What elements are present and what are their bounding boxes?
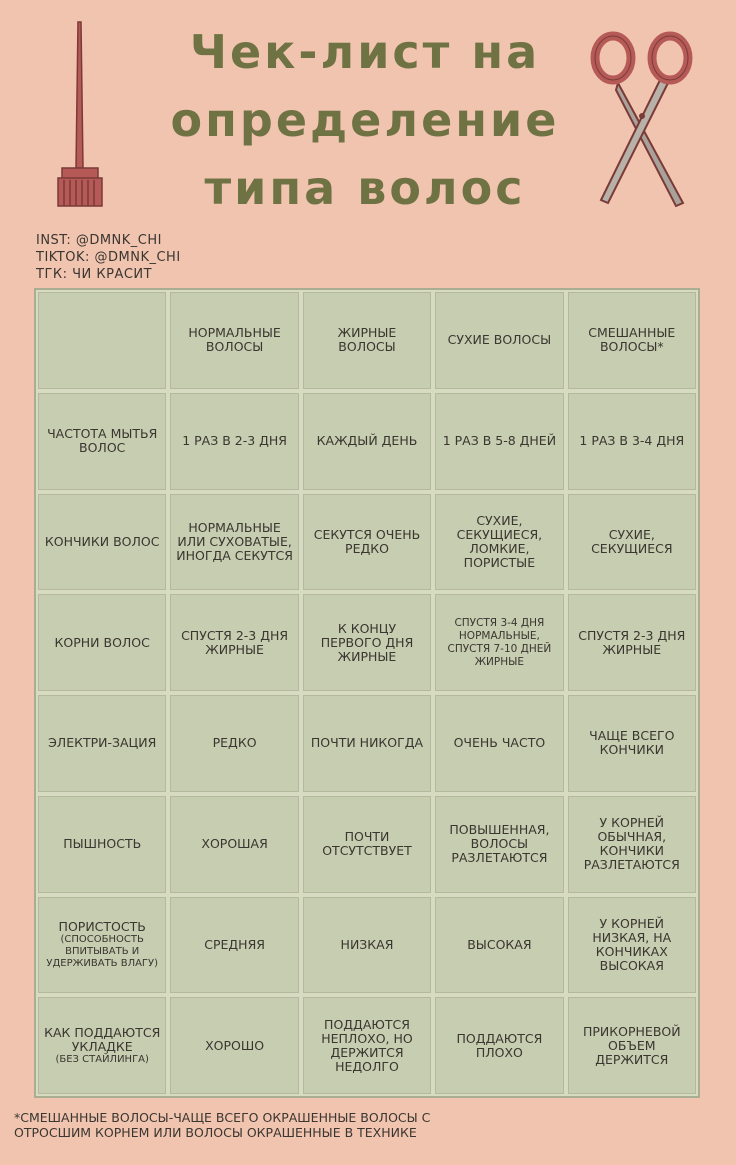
table-cell: НИЗКАЯ — [303, 897, 431, 994]
table-cell: ВЫСОКАЯ — [435, 897, 563, 994]
row-label-hair-roots: КОРНИ ВОЛОС — [38, 594, 166, 691]
header-cell-dry: СУХИЕ ВОЛОСЫ — [435, 292, 563, 389]
scissors-icon — [588, 28, 698, 208]
instagram-handle: INST: @DMNK_CHI — [36, 233, 162, 248]
header-cell-mixed: СМЕШАННЫЕ ВОЛОСЫ* — [568, 292, 696, 389]
row-label-volume: ПЫШНОСТЬ — [38, 796, 166, 893]
footnote: *СМЕШАННЫЕ ВОЛОСЫ-ЧАЩЕ ВСЕГО ОКРАШЕННЫЕ ВОЛОСЫ С ОТРОСШИМ КОРНЕМ ИЛИ ВОЛОСЫ ОКРАШЕННЫЕ В ТЕХНИКЕ — [14, 1110, 431, 1140]
row-label-text: ПОРИСТОСТЬ — [58, 918, 146, 934]
table-cell: К КОНЦУ ПЕРВОГО ДНЯ ЖИРНЫЕ — [303, 594, 431, 691]
table-cell: ПРИКОРНЕВОЙ ОБЪЕМ ДЕРЖИТСЯ — [568, 997, 696, 1094]
table-cell: СЕКУТСЯ ОЧЕНЬ РЕДКО — [303, 494, 431, 591]
row-label-subtext: (СПОСОБНОСТЬ ВПИТЫВАТЬ И УДЕРЖИВАТЬ ВЛАГУ) — [46, 933, 159, 969]
row-label-electrification: ЭЛЕКТРИ-ЗАЦИЯ — [38, 695, 166, 792]
header-cell-normal: НОРМАЛЬНЫЕ ВОЛОСЫ — [170, 292, 298, 389]
table-cell: ЧАЩЕ ВСЕГО КОНЧИКИ — [568, 695, 696, 792]
table-cell: ПОЧТИ ОТСУТСТВУЕТ — [303, 796, 431, 893]
tiktok-handle: TIKTOK: @DMNK_CHI — [36, 250, 181, 265]
title-line-2: определение — [170, 93, 560, 147]
telegram-channel: ТГК: ЧИ КРАСИТ — [36, 267, 153, 282]
table-cell: ПОВЫШЕННАЯ, ВОЛОСЫ РАЗЛЕТАЮТСЯ — [435, 796, 563, 893]
table-cell: РЕДКО — [170, 695, 298, 792]
table-cell: 1 РАЗ В 3-4 ДНЯ — [568, 393, 696, 490]
row-label-wash-frequency: ЧАСТОТА МЫТЬЯ ВОЛОС — [38, 393, 166, 490]
hair-dye-brush-icon — [50, 18, 110, 218]
table-cell: У КОРНЕЙ ОБЫЧНАЯ, КОНЧИКИ РАЗЛЕТАЮТСЯ — [568, 796, 696, 893]
page-title — [140, 18, 590, 222]
table-cell: ПОДДАЮТСЯ ПЛОХО — [435, 997, 563, 1094]
table-cell: ПОЧТИ НИКОГДА — [303, 695, 431, 792]
table-cell: СУХИЕ, СЕКУЩИЕСЯ — [568, 494, 696, 591]
row-label-hair-ends: КОНЧИКИ ВОЛОС — [38, 494, 166, 591]
table-cell: 1 РАЗ В 5-8 ДНЕЙ — [435, 393, 563, 490]
table-cell: ОЧЕНЬ ЧАСТО — [435, 695, 563, 792]
header-cell-oily: ЖИРНЫЕ ВОЛОСЫ — [303, 292, 431, 389]
hair-type-table — [34, 288, 700, 1098]
table-cell: СПУСТЯ 2-3 ДНЯ ЖИРНЫЕ — [170, 594, 298, 691]
table-cell: СРЕДНЯЯ — [170, 897, 298, 994]
table-cell: КАЖДЫЙ ДЕНЬ — [303, 393, 431, 490]
row-label-subtext: (БЕЗ СТАЙЛИНГА) — [55, 1053, 149, 1065]
table-cell: НОРМАЛЬНЫЕ ИЛИ СУХОВАТЫЕ, ИНОГДА СЕКУТСЯ — [170, 494, 298, 591]
title-line-3: типа волос — [204, 161, 526, 215]
header-cell-empty — [38, 292, 166, 389]
row-label-porosity — [38, 897, 166, 994]
table-cell: 1 РАЗ В 2-3 ДНЯ — [170, 393, 298, 490]
table-cell: СПУСТЯ 2-3 ДНЯ ЖИРНЫЕ — [568, 594, 696, 691]
title-line-1: Чек-лист на — [189, 25, 541, 79]
table-cell: ХОРОШО — [170, 997, 298, 1094]
table-cell: ХОРОШАЯ — [170, 796, 298, 893]
social-links — [36, 232, 181, 283]
table-cell: ПОДДАЮТСЯ НЕПЛОХО, НО ДЕРЖИТСЯ НЕДОЛГО — [303, 997, 431, 1094]
row-label-styling — [38, 997, 166, 1094]
table-cell: СУХИЕ, СЕКУЩИЕСЯ, ЛОМКИЕ, ПОРИСТЫЕ — [435, 494, 563, 591]
table-cell: У КОРНЕЙ НИЗКАЯ, НА КОНЧИКАХ ВЫСОКАЯ — [568, 897, 696, 994]
table-cell: СПУСТЯ 3-4 ДНЯ НОРМАЛЬНЫЕ, СПУСТЯ 7-10 ДНЕЙ ЖИРНЫЕ — [435, 594, 563, 691]
row-label-text: КАК ПОДДАЮТСЯ УКЛАДКЕ — [44, 1024, 161, 1054]
